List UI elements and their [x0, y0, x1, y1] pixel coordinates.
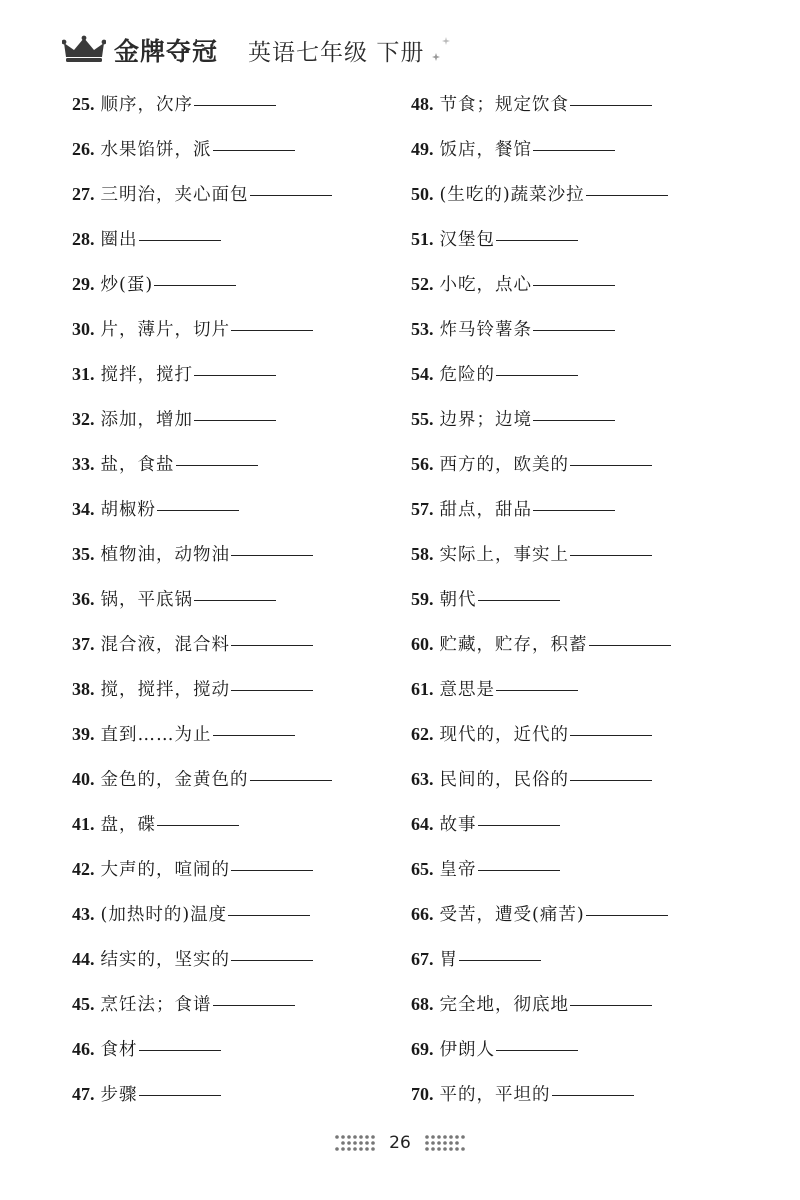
vocab-item — [411, 1074, 671, 1119]
answer-blank[interactable] — [570, 464, 652, 466]
answer-blank[interactable] — [570, 554, 652, 556]
item-prompt: 意思是 — [439, 680, 495, 700]
item-prompt: 民间的，民俗的 — [439, 770, 569, 790]
vocab-item — [411, 669, 671, 714]
item-number: 26. — [72, 139, 95, 159]
item-prompt: 皇帝 — [439, 860, 477, 880]
item-number: 65. — [411, 859, 434, 879]
item-prompt: 植物油，动物油 — [100, 545, 230, 565]
item-number: 62. — [411, 724, 434, 744]
answer-blank[interactable] — [176, 464, 258, 466]
item-prompt: 饭店，餐馆 — [439, 140, 532, 160]
page-footer — [0, 1132, 800, 1154]
vocab-item — [411, 489, 671, 534]
item-number: 69. — [411, 1039, 434, 1059]
page-number: 26 — [389, 1133, 411, 1153]
vocab-item — [411, 759, 671, 804]
item-prompt: 朝代 — [439, 590, 477, 610]
answer-blank[interactable] — [586, 194, 668, 196]
item-prompt: 炸马铃薯条 — [439, 320, 532, 340]
vocab-column-left — [72, 84, 332, 1119]
item-prompt: 食材 — [100, 1040, 138, 1060]
item-prompt: 小吃，点心 — [439, 275, 532, 295]
answer-blank[interactable] — [231, 869, 313, 871]
page-header — [62, 28, 762, 72]
answer-blank[interactable] — [496, 239, 578, 241]
item-prompt: 混合液，混合料 — [100, 635, 230, 655]
vocab-item — [72, 669, 332, 714]
item-number: 43. — [72, 904, 95, 924]
item-prompt: 完全地，彻底地 — [439, 995, 569, 1015]
answer-blank[interactable] — [250, 194, 332, 196]
vocab-item — [72, 174, 332, 219]
item-prompt: 三明治，夹心面包 — [100, 185, 249, 205]
item-number: 68. — [411, 994, 434, 1014]
item-prompt: 伊朗人 — [439, 1040, 495, 1060]
vocab-item — [72, 354, 332, 399]
vocab-item — [72, 399, 332, 444]
item-number: 66. — [411, 904, 434, 924]
answer-blank[interactable] — [570, 1004, 652, 1006]
item-number: 58. — [411, 544, 434, 564]
item-number: 50. — [411, 184, 434, 204]
item-prompt: (加热时的)温度 — [100, 905, 228, 925]
answer-blank[interactable] — [194, 419, 276, 421]
answer-blank[interactable] — [139, 1049, 221, 1051]
item-prompt: 烹饪法；食谱 — [100, 995, 212, 1015]
vocab-item — [72, 84, 332, 129]
item-number: 52. — [411, 274, 434, 294]
vocab-item — [411, 84, 671, 129]
answer-blank[interactable] — [570, 779, 652, 781]
item-prompt: 大声的，喧闹的 — [100, 860, 230, 880]
item-number: 49. — [411, 139, 434, 159]
item-number: 46. — [72, 1039, 95, 1059]
item-number: 32. — [72, 409, 95, 429]
answer-blank[interactable] — [194, 599, 276, 601]
item-number: 53. — [411, 319, 434, 339]
answer-blank[interactable] — [552, 1094, 634, 1096]
sparkle-icon — [426, 33, 454, 61]
item-prompt: 胡椒粉 — [100, 500, 156, 520]
answer-blank[interactable] — [533, 329, 615, 331]
item-prompt: 片，薄片，切片 — [100, 320, 230, 340]
item-number: 40. — [72, 769, 95, 789]
item-number: 55. — [411, 409, 434, 429]
answer-blank[interactable] — [157, 509, 239, 511]
vocab-item — [72, 849, 332, 894]
item-number: 37. — [72, 634, 95, 654]
vocab-item — [72, 984, 332, 1029]
vocab-item — [411, 219, 671, 264]
vocab-item — [72, 579, 332, 624]
item-prompt: 搅，搅拌，搅动 — [100, 680, 230, 700]
item-prompt: 西方的，欧美的 — [439, 455, 569, 475]
item-number: 35. — [72, 544, 95, 564]
answer-blank[interactable] — [231, 689, 313, 691]
brand-title: 金牌夺冠 — [114, 37, 219, 66]
dot-grid-icon — [419, 1132, 469, 1154]
answer-blank[interactable] — [496, 374, 578, 376]
vocab-item — [72, 714, 332, 759]
item-number: 28. — [72, 229, 95, 249]
item-number: 29. — [72, 274, 95, 294]
item-prompt: 贮藏，贮存，积蓄 — [439, 635, 588, 655]
vocab-item — [72, 534, 332, 579]
vocab-item — [72, 804, 332, 849]
item-prompt: 平的，平坦的 — [439, 1085, 551, 1105]
item-number: 51. — [411, 229, 434, 249]
vocab-item — [72, 759, 332, 804]
answer-blank[interactable] — [533, 419, 615, 421]
vocab-item — [411, 579, 671, 624]
vocab-item — [72, 624, 332, 669]
vocab-item — [411, 309, 671, 354]
vocab-item — [72, 1074, 332, 1119]
item-number: 61. — [411, 679, 434, 699]
item-number: 31. — [72, 364, 95, 384]
item-number: 25. — [72, 94, 95, 114]
vocab-item — [411, 264, 671, 309]
item-number: 63. — [411, 769, 434, 789]
vocab-item — [72, 444, 332, 489]
item-number: 34. — [72, 499, 95, 519]
vocab-item — [411, 174, 671, 219]
item-number: 42. — [72, 859, 95, 879]
vocab-item — [72, 894, 332, 939]
answer-blank[interactable] — [194, 104, 276, 106]
item-number: 33. — [72, 454, 95, 474]
vocab-item — [411, 849, 671, 894]
item-number: 39. — [72, 724, 95, 744]
vocab-item — [72, 309, 332, 354]
item-number: 64. — [411, 814, 434, 834]
vocab-item — [411, 804, 671, 849]
item-number: 56. — [411, 454, 434, 474]
item-prompt: (生吃的)蔬菜沙拉 — [439, 185, 585, 205]
item-number: 47. — [72, 1084, 95, 1104]
book-subject: 英语七年级 下册 — [248, 39, 425, 66]
answer-blank[interactable] — [533, 509, 615, 511]
vocab-item — [411, 354, 671, 399]
dot-grid-icon — [331, 1132, 381, 1154]
answer-blank[interactable] — [213, 1004, 295, 1006]
vocab-item — [411, 939, 671, 984]
answer-blank[interactable] — [231, 959, 313, 961]
answer-blank[interactable] — [194, 374, 276, 376]
answer-blank[interactable] — [139, 239, 221, 241]
item-number: 38. — [72, 679, 95, 699]
item-prompt: 盐，食盐 — [100, 455, 175, 475]
answer-blank[interactable] — [570, 104, 652, 106]
item-number: 36. — [72, 589, 95, 609]
answer-blank[interactable] — [231, 554, 313, 556]
answer-blank[interactable] — [478, 824, 560, 826]
item-prompt: 节食；规定饮食 — [439, 95, 569, 115]
item-prompt: 顺序，次序 — [100, 95, 193, 115]
item-prompt: 直到……为止 — [100, 725, 212, 745]
vocab-item — [411, 894, 671, 939]
item-prompt: 实际上，事实上 — [439, 545, 569, 565]
answer-blank[interactable] — [478, 599, 560, 601]
item-prompt: 结实的，坚实的 — [100, 950, 230, 970]
vocab-column-right — [411, 84, 671, 1119]
item-prompt: 搅拌，搅打 — [100, 365, 193, 385]
item-number: 54. — [411, 364, 434, 384]
item-prompt: 盘，碟 — [100, 815, 156, 835]
answer-blank[interactable] — [586, 914, 668, 916]
item-prompt: 炒(蛋) — [100, 275, 154, 295]
item-number: 67. — [411, 949, 434, 969]
vocab-item — [72, 129, 332, 174]
vocab-item — [411, 129, 671, 174]
item-prompt: 步骤 — [100, 1085, 138, 1105]
answer-blank[interactable] — [228, 914, 310, 916]
item-prompt: 水果馅饼，派 — [100, 140, 212, 160]
item-prompt: 金色的，金黄色的 — [100, 770, 249, 790]
item-number: 60. — [411, 634, 434, 654]
crown-icon — [62, 35, 106, 65]
answer-blank[interactable] — [589, 644, 671, 646]
vocab-item — [411, 714, 671, 759]
answer-blank[interactable] — [533, 284, 615, 286]
item-prompt: 受苦，遭受(痛苦) — [439, 905, 585, 925]
answer-blank[interactable] — [496, 689, 578, 691]
item-prompt: 边界；边境 — [439, 410, 532, 430]
item-prompt: 胃 — [439, 950, 458, 970]
answer-blank[interactable] — [459, 959, 541, 961]
answer-blank[interactable] — [213, 149, 295, 151]
item-prompt: 圈出 — [100, 230, 138, 250]
answer-blank[interactable] — [157, 824, 239, 826]
item-number: 57. — [411, 499, 434, 519]
answer-blank[interactable] — [533, 149, 615, 151]
answer-blank[interactable] — [139, 1094, 221, 1096]
vocab-item — [72, 939, 332, 984]
vocab-item — [411, 444, 671, 489]
answer-blank[interactable] — [213, 734, 295, 736]
item-number: 70. — [411, 1084, 434, 1104]
item-number: 45. — [72, 994, 95, 1014]
answer-blank[interactable] — [250, 779, 332, 781]
item-number: 27. — [72, 184, 95, 204]
answer-blank[interactable] — [154, 284, 236, 286]
vocab-item — [72, 264, 332, 309]
vocab-item — [411, 984, 671, 1029]
vocab-item — [72, 219, 332, 264]
answer-blank[interactable] — [231, 329, 313, 331]
item-number: 41. — [72, 814, 95, 834]
item-prompt: 危险的 — [439, 365, 495, 385]
item-prompt: 甜点，甜品 — [439, 500, 532, 520]
answer-blank[interactable] — [231, 644, 313, 646]
item-number: 44. — [72, 949, 95, 969]
item-number: 48. — [411, 94, 434, 114]
answer-blank[interactable] — [570, 734, 652, 736]
answer-blank[interactable] — [496, 1049, 578, 1051]
vocab-item — [72, 489, 332, 534]
answer-blank[interactable] — [478, 869, 560, 871]
vocab-item — [411, 534, 671, 579]
item-number: 59. — [411, 589, 434, 609]
vocab-item — [72, 1029, 332, 1074]
vocab-item — [411, 399, 671, 444]
vocab-item — [411, 1029, 671, 1074]
vocab-item — [411, 624, 671, 669]
item-prompt: 添加，增加 — [100, 410, 193, 430]
item-number: 30. — [72, 319, 95, 339]
item-prompt: 汉堡包 — [439, 230, 495, 250]
item-prompt: 现代的，近代的 — [439, 725, 569, 745]
item-prompt: 故事 — [439, 815, 477, 835]
item-prompt: 锅，平底锅 — [100, 590, 193, 610]
